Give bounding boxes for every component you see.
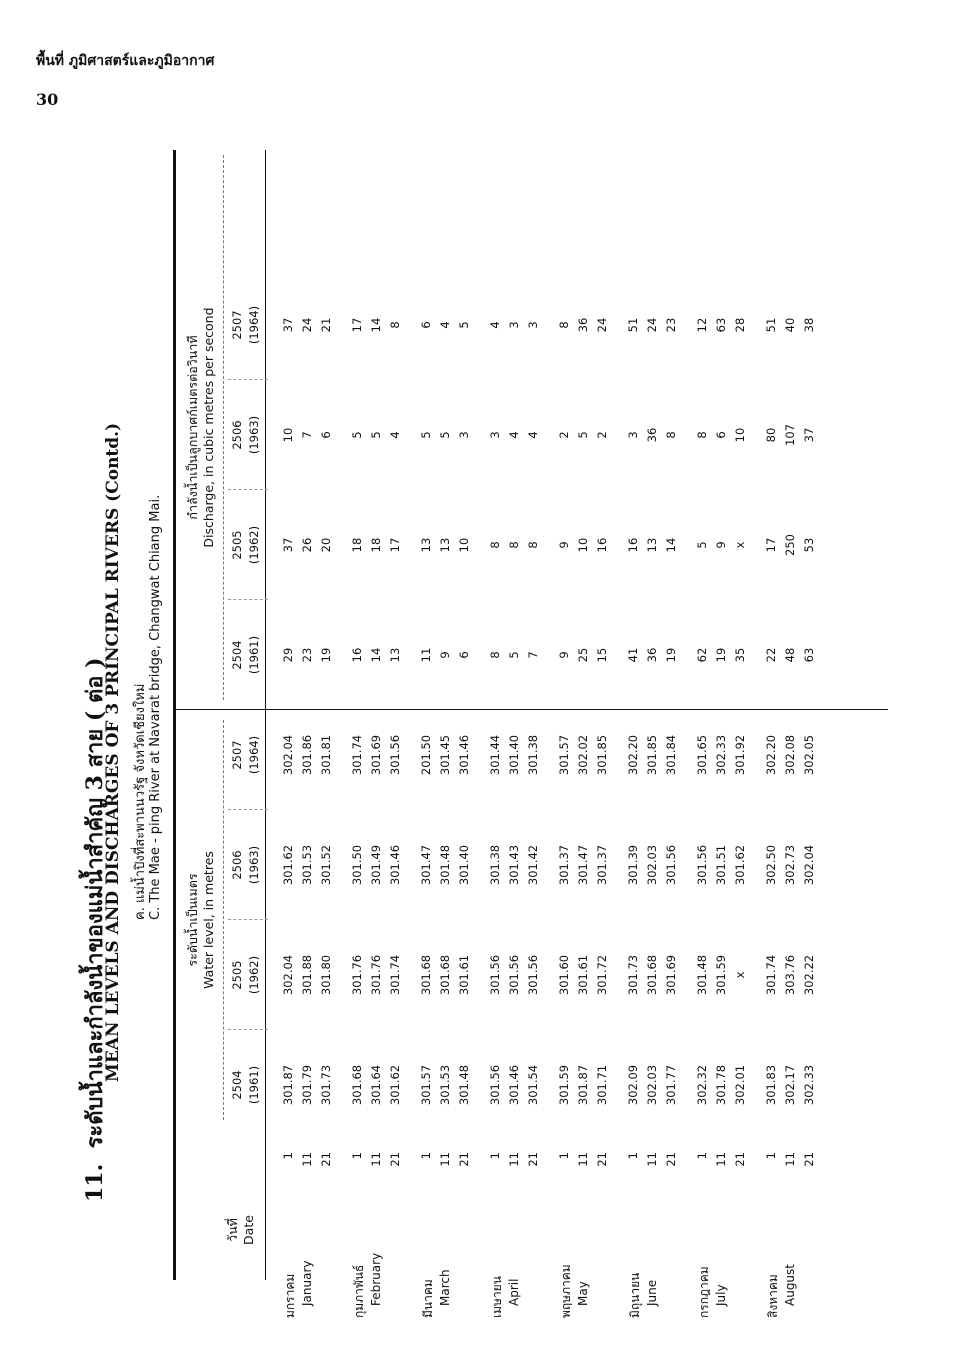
water-level-cell: 302.33: [802, 1064, 816, 1106]
water-level-cell: 301.40: [507, 734, 521, 776]
day-cell: 11: [783, 1152, 797, 1167]
discharge-cell: 3: [507, 321, 521, 329]
day-cell: 11: [714, 1152, 728, 1167]
discharge-cell: 41: [626, 647, 640, 663]
water-level-cell: 301.73: [626, 954, 640, 996]
water-level-cell: 301.38: [488, 844, 502, 886]
water-level-cell: 301.69: [664, 954, 678, 996]
discharge-cell: 3: [457, 431, 471, 439]
discharge-cell: 19: [319, 647, 333, 663]
water-level-cell: 301.53: [300, 844, 314, 886]
discharge-year-be: 2505: [230, 530, 244, 560]
discharge-cell: 8: [557, 321, 571, 329]
discharge-cell: 26: [300, 537, 314, 553]
discharge-year-be: 2506: [230, 420, 244, 450]
discharge-cell: 13: [388, 647, 402, 663]
discharge-cell: 5: [507, 651, 521, 659]
date-header-en: Date: [241, 1215, 256, 1245]
discharge-cell: 21: [319, 317, 333, 333]
discharge-cell: 10: [576, 537, 590, 553]
water-level-cell: x: [733, 971, 747, 979]
discharge-cell: 20: [319, 537, 333, 553]
water-level-cell: 301.85: [645, 734, 659, 776]
discharge-cell: 14: [369, 317, 383, 333]
day-cell: 11: [438, 1152, 452, 1167]
discharge-cell: 10: [733, 427, 747, 443]
discharge-cell: 10: [281, 427, 295, 443]
discharge-cell: 5: [438, 431, 452, 439]
day-cell: 11: [369, 1152, 383, 1167]
discharge-cell: 51: [764, 317, 778, 333]
table-top-rule: [173, 150, 176, 1280]
water-level-cell: 301.56: [664, 844, 678, 886]
month-label-thai: มิถุนายน: [628, 1272, 642, 1318]
water-level-cell: 301.85: [595, 734, 609, 776]
discharge-year-ad: (1964): [247, 305, 261, 345]
day-cell: 1: [488, 1152, 502, 1160]
water-level-cell: 301.57: [419, 1064, 433, 1106]
day-cell: 1: [557, 1152, 571, 1160]
discharge-cell: x: [733, 541, 747, 549]
day-cell: 1: [764, 1152, 778, 1160]
water-level-cell: 301.71: [595, 1064, 609, 1106]
month-label-en: August: [783, 1264, 797, 1306]
water-level-cell: 301.61: [457, 954, 471, 996]
month-label-en: March: [438, 1269, 452, 1306]
month-label-en: April: [507, 1278, 521, 1306]
discharge-cell: 16: [626, 537, 640, 553]
discharge-cell: 10: [457, 537, 471, 553]
water-year-be: 2504: [230, 1070, 244, 1100]
water-level-cell: 301.62: [281, 844, 295, 886]
discharge-cell: 80: [764, 427, 778, 443]
water-year-ad: (1964): [247, 735, 261, 775]
water-level-cell: 301.37: [595, 844, 609, 886]
water-level-cell: 301.83: [764, 1064, 778, 1106]
water-level-cell: 301.76: [350, 954, 364, 996]
water-level-cell: 301.44: [488, 734, 502, 776]
discharge-cell: 3: [488, 431, 502, 439]
water-level-cell: 302.04: [281, 734, 295, 776]
day-cell: 21: [388, 1152, 402, 1167]
discharge-cell: 8: [695, 431, 709, 439]
water-level-cell: 301.87: [576, 1064, 590, 1106]
water-level-cell: 301.53: [438, 1064, 452, 1106]
discharge-cell: 7: [300, 431, 314, 439]
water-level-cell: 302.04: [802, 844, 816, 886]
discharge-year-ad: (1962): [247, 525, 261, 565]
water-year-be: 2506: [230, 850, 244, 880]
discharge-cell: 6: [457, 651, 471, 659]
water-level-cell: 302.04: [281, 954, 295, 996]
discharge-cell: 23: [300, 647, 314, 663]
water-level-cell: 301.92: [733, 734, 747, 776]
day-cell: 21: [664, 1152, 678, 1167]
water-level-cell: 301.51: [714, 844, 728, 886]
discharge-cell: 5: [369, 431, 383, 439]
day-cell: 11: [645, 1152, 659, 1167]
discharge-cell: 3: [626, 431, 640, 439]
water-level-cell: 302.09: [626, 1064, 640, 1106]
water-level-cell: 301.48: [438, 844, 452, 886]
header-bottom-rule: [265, 150, 266, 1280]
discharge-cell: 9: [557, 541, 571, 549]
discharge-cell: 13: [645, 537, 659, 553]
month-label-thai: พฤษภาคม: [559, 1264, 573, 1318]
water-level-cell: 301.46: [388, 844, 402, 886]
discharge-cell: 15: [595, 647, 609, 663]
date-header-thai: วันที่: [225, 1218, 240, 1242]
day-cell: 1: [626, 1152, 640, 1160]
water-level-cell: 302.05: [802, 734, 816, 776]
discharge-cell: 4: [526, 431, 540, 439]
water-level-cell: 301.48: [695, 954, 709, 996]
water-level-cell: 301.61: [576, 954, 590, 996]
water-level-cell: 301.68: [350, 1064, 364, 1106]
discharge-cell: 9: [438, 651, 452, 659]
discharge-cell: 14: [369, 647, 383, 663]
discharge-cell: 6: [419, 321, 433, 329]
day-cell: 11: [576, 1152, 590, 1167]
discharge-cell: 17: [388, 537, 402, 553]
water-level-cell: 301.38: [526, 734, 540, 776]
month-label-thai: กุมภาพันธ์: [352, 1264, 366, 1318]
page-header-thai: พื้นที่ ภูมิศาสตร์และภูมิอากาศ: [36, 53, 215, 69]
water-level-header-en: Water level, in metres: [201, 851, 216, 989]
water-level-cell: 301.52: [319, 844, 333, 886]
water-level-cell: 301.65: [695, 734, 709, 776]
discharge-cell: 62: [695, 647, 709, 663]
discharge-cell: 35: [733, 647, 747, 663]
water-level-cell: 201.50: [419, 734, 433, 776]
discharge-cell: 12: [695, 317, 709, 333]
water-level-cell: 301.39: [626, 844, 640, 886]
water-level-cell: 301.68: [645, 954, 659, 996]
day-cell: 21: [733, 1152, 747, 1167]
month-label-en: May: [576, 1281, 590, 1306]
water-level-cell: 301.62: [388, 1064, 402, 1106]
discharge-cell: 9: [557, 651, 571, 659]
discharge-cell: 36: [645, 427, 659, 443]
day-cell: 21: [319, 1152, 333, 1167]
discharge-cell: 107: [783, 424, 797, 446]
water-level-cell: 301.62: [733, 844, 747, 886]
discharge-year-ad: (1961): [247, 635, 261, 675]
discharge-cell: 2: [557, 431, 571, 439]
water-level-cell: 301.47: [576, 844, 590, 886]
month-label-en: January: [300, 1260, 314, 1306]
water-level-cell: 301.46: [457, 734, 471, 776]
title-thai-text: ระดับน้ำและกำลังน้ำของแม่น้ำสำคัญ 3 สาย ( ต่อ ): [82, 657, 108, 1149]
discharge-cell: 24: [645, 317, 659, 333]
water-level-cell: 301.37: [557, 844, 571, 886]
month-label-en: June: [645, 1279, 659, 1306]
water-level-cell: 301.78: [714, 1064, 728, 1106]
water-level-cell: 301.72: [595, 954, 609, 996]
discharge-header-en: Discharge, in cubic metres per second: [201, 307, 216, 548]
discharge-cell: 48: [783, 647, 797, 663]
discharge-cell: 4: [488, 321, 502, 329]
day-cell: 21: [457, 1152, 471, 1167]
table-title-english: MEAN LEVELS AND DISCHARGES OF 3 PRINCIPAL RIVERS (Contd.): [103, 422, 123, 1082]
water-year-ad: (1962): [247, 955, 261, 995]
water-level-cell: 301.46: [507, 1064, 521, 1106]
discharge-cell: 24: [300, 317, 314, 333]
discharge-cell: 13: [438, 537, 452, 553]
discharge-cell: 37: [281, 317, 295, 333]
discharge-cell: 2: [595, 431, 609, 439]
discharge-cell: 4: [507, 431, 521, 439]
water-level-cell: 302.20: [626, 734, 640, 776]
discharge-cell: 51: [626, 317, 640, 333]
water-level-cell: 301.56: [526, 954, 540, 996]
water-level-cell: 302.73: [783, 844, 797, 886]
water-level-cell: 302.20: [764, 734, 778, 776]
water-level-cell: 301.64: [369, 1064, 383, 1106]
discharge-cell: 4: [438, 321, 452, 329]
water-level-cell: 301.79: [300, 1064, 314, 1106]
discharge-cell: 11: [419, 647, 433, 663]
day-cell: 1: [695, 1152, 709, 1160]
day-cell: 11: [507, 1152, 521, 1167]
discharge-cell: 8: [526, 541, 540, 549]
water-level-cell: 301.45: [438, 734, 452, 776]
discharge-cell: 19: [664, 647, 678, 663]
water-level-cell: 302.32: [695, 1064, 709, 1106]
discharge-cell: 5: [576, 431, 590, 439]
water-year-ad: (1963): [247, 845, 261, 885]
water-level-cell: 301.59: [714, 954, 728, 996]
discharge-header-underline: [223, 155, 224, 700]
water-level-cell: 301.54: [526, 1064, 540, 1106]
water-level-cell: 301.47: [419, 844, 433, 886]
discharge-cell: 37: [281, 537, 295, 553]
day-cell: 1: [350, 1152, 364, 1160]
water-level-cell: 301.42: [526, 844, 540, 886]
month-label-thai: มีนาคม: [421, 1279, 435, 1318]
discharge-cell: 16: [595, 537, 609, 553]
discharge-cell: 17: [764, 537, 778, 553]
water-level-cell: 301.73: [319, 1064, 333, 1106]
month-label-en: February: [369, 1252, 383, 1306]
discharge-cell: 8: [507, 541, 521, 549]
water-level-cell: 301.48: [457, 1064, 471, 1106]
water-level-cell: 302.33: [714, 734, 728, 776]
table-number: 11.: [82, 1163, 108, 1202]
water-level-cell: 301.81: [319, 734, 333, 776]
discharge-cell: 29: [281, 647, 295, 663]
water-level-cell: 301.43: [507, 844, 521, 886]
day-cell: 1: [281, 1152, 295, 1160]
water-level-cell: 302.01: [733, 1064, 747, 1106]
month-label-thai: กรกฎาคม: [697, 1266, 711, 1318]
day-cell: 21: [526, 1152, 540, 1167]
water-level-cell: 301.77: [664, 1064, 678, 1106]
water-header-underline: [223, 720, 224, 1120]
month-label-thai: เมษายน: [490, 1276, 504, 1318]
discharge-cell: 8: [488, 541, 502, 549]
water-level-cell: 303.76: [783, 954, 797, 996]
discharge-cell: 63: [802, 647, 816, 663]
water-level-cell: 301.50: [350, 844, 364, 886]
discharge-cell: 28: [733, 317, 747, 333]
water-level-cell: 302.08: [783, 734, 797, 776]
water-level-cell: 301.49: [369, 844, 383, 886]
water-year-be: 2507: [230, 740, 244, 770]
page-number: 30: [36, 90, 59, 109]
discharge-cell: 22: [764, 647, 778, 663]
rotated-table-block: [73, 140, 893, 1320]
day-cell: 21: [802, 1152, 816, 1167]
discharge-cell: 24: [595, 317, 609, 333]
discharge-cell: 3: [526, 321, 540, 329]
discharge-cell: 19: [714, 647, 728, 663]
water-level-cell: 301.56: [388, 734, 402, 776]
water-level-cell: 302.02: [576, 734, 590, 776]
discharge-cell: 9: [714, 541, 728, 549]
discharge-cell: 53: [802, 537, 816, 553]
discharge-year-ad: (1963): [247, 415, 261, 455]
water-level-cell: 301.59: [557, 1064, 571, 1106]
discharge-cell: 8: [664, 431, 678, 439]
water-year-ad: (1961): [247, 1065, 261, 1105]
month-label-thai: มกราคม: [283, 1273, 297, 1318]
water-level-cell: 301.86: [300, 734, 314, 776]
water-level-cell: 301.68: [438, 954, 452, 996]
discharge-cell: 5: [419, 431, 433, 439]
water-level-cell: 301.56: [695, 844, 709, 886]
discharge-cell: 16: [350, 647, 364, 663]
discharge-cell: 37: [802, 427, 816, 443]
discharge-cell: 18: [369, 537, 383, 553]
water-level-cell: 301.68: [419, 954, 433, 996]
discharge-cell: 250: [783, 534, 797, 556]
water-level-cell: 301.74: [350, 734, 364, 776]
discharge-year-be: 2504: [230, 640, 244, 670]
discharge-cell: 8: [388, 321, 402, 329]
discharge-cell: 23: [664, 317, 678, 333]
water-level-cell: 302.17: [783, 1064, 797, 1106]
discharge-cell: 38: [802, 317, 816, 333]
water-level-cell: 302.03: [645, 844, 659, 886]
subtitle-thai: ค. แม่น้ำปิงที่สะพานนวรัฐ จังหวัดเชียงใหม่: [133, 683, 148, 920]
discharge-cell: 17: [350, 317, 364, 333]
water-level-cell: 301.74: [388, 954, 402, 996]
water-level-cell: 302.22: [802, 954, 816, 996]
water-level-cell: 301.88: [300, 954, 314, 996]
subtitle-english: C. The Mae - ping River at Navarat bridge, Changwat Chiang Mai.: [148, 494, 163, 920]
discharge-cell: 13: [419, 537, 433, 553]
discharge-cell: 8: [488, 651, 502, 659]
water-level-cell: 301.69: [369, 734, 383, 776]
day-cell: 21: [595, 1152, 609, 1167]
day-cell: 11: [300, 1152, 314, 1167]
water-level-cell: 302.03: [645, 1064, 659, 1106]
water-level-cell: 301.76: [369, 954, 383, 996]
month-label-en: July: [714, 1284, 728, 1306]
water-level-cell: 301.84: [664, 734, 678, 776]
water-level-cell: 301.40: [457, 844, 471, 886]
discharge-cell: 25: [576, 647, 590, 663]
water-level-header-thai: ระดับน้ำเป็นเมตร: [185, 873, 200, 967]
water-level-cell: 301.56: [507, 954, 521, 996]
discharge-cell: 14: [664, 537, 678, 553]
discharge-cell: 7: [526, 651, 540, 659]
discharge-cell: 4: [388, 431, 402, 439]
water-level-cell: 301.57: [557, 734, 571, 776]
discharge-header-thai: กำลังน้ำเป็นลูกบาศก์เมตรต่อวินาที: [185, 335, 200, 520]
water-level-cell: 301.56: [488, 1064, 502, 1106]
water-level-cell: 301.80: [319, 954, 333, 996]
discharge-cell: 6: [319, 431, 333, 439]
water-level-cell: 301.87: [281, 1064, 295, 1106]
discharge-cell: 5: [350, 431, 364, 439]
discharge-cell: 5: [695, 541, 709, 549]
discharge-cell: 40: [783, 317, 797, 333]
month-label-thai: สิงหาคม: [766, 1274, 780, 1318]
discharge-cell: 6: [714, 431, 728, 439]
water-level-cell: 302.50: [764, 844, 778, 886]
water-level-cell: 301.56: [488, 954, 502, 996]
discharge-year-be: 2507: [230, 310, 244, 340]
day-cell: 1: [419, 1152, 433, 1160]
discharge-cell: 36: [645, 647, 659, 663]
water-year-be: 2505: [230, 960, 244, 990]
discharge-cell: 5: [457, 321, 471, 329]
discharge-cell: 63: [714, 317, 728, 333]
water-level-cell: 301.74: [764, 954, 778, 996]
water-level-cell: 301.60: [557, 954, 571, 996]
discharge-cell: 18: [350, 537, 364, 553]
discharge-cell: 36: [576, 317, 590, 333]
